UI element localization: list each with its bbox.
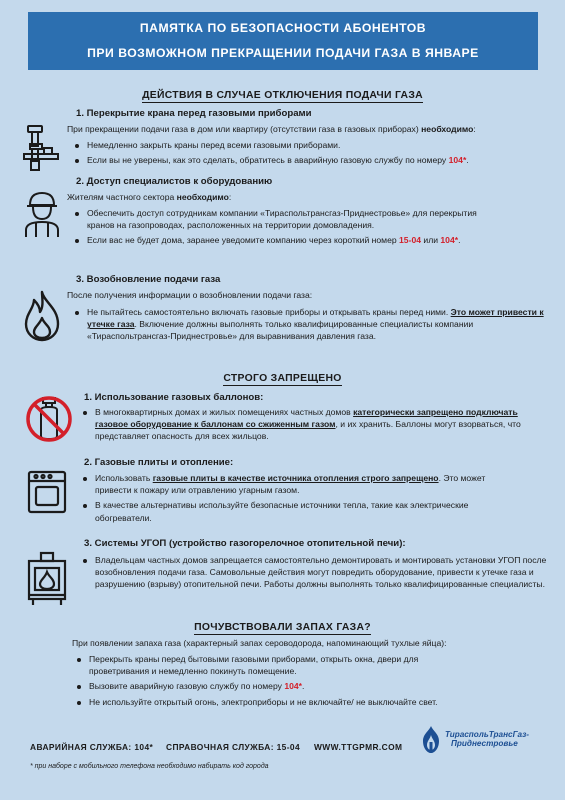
resume-list bbox=[74, 306, 544, 343]
section-title-gas-smell: ПОЧУВСТВОВАЛИ ЗАПАХ ГАЗА? bbox=[194, 622, 371, 633]
item-title-ugop: 3. Системы УГОП (устройство газогорелочное отопительной печи): bbox=[84, 538, 406, 549]
gas-smell-intro: При появлении запаха газа (характерный запах сероводорода, напоминающий тухлые яйца): bbox=[72, 638, 447, 648]
list-item: В качестве альтернативы используйте безопасные источники тепла, такие как электрические обогреватели. bbox=[82, 499, 502, 523]
resume-intro: После получения информации о возобновлении подачи газа: bbox=[67, 290, 313, 300]
company-logo-icon bbox=[420, 725, 442, 755]
ugop-list bbox=[82, 554, 548, 591]
item-title-access: 2. Доступ специалистов к оборудованию bbox=[76, 176, 273, 187]
no-gas-cylinder-icon bbox=[24, 394, 74, 444]
list-item: Вызовите аварийную газовую службу по номеру 104*. bbox=[76, 680, 466, 692]
list-item: В многоквартирных домах и жилых помещениях частных домов категорически запрещено подключать газовое оборудование к баллонам со сжиженным газом, и их хранить. Баллоны могут взорваться, что представляет опасность для всех жильцов. bbox=[82, 406, 542, 443]
worker-icon bbox=[22, 190, 62, 238]
list-item: Немедленно закрыть краны перед всеми газовыми приборами. bbox=[74, 139, 544, 151]
list-item: Владельцам частных домов запрещается самостоятельно демонтировать и монтировать установки УГОП после возобновления подачи газа. Самовольные действия могут повредить оборудование, привести к утечке газа и разрушению (взрыву) отопительной печи. Работы должны выполнять только квалифицированные специалисты. bbox=[82, 554, 548, 591]
emergency-service: АВАРИЙНАЯ СЛУЖБА: 104* bbox=[30, 742, 154, 752]
access-intro: Жителям частного сектора необходимо: bbox=[67, 192, 232, 202]
access-list bbox=[74, 207, 492, 247]
valve-intro: При прекращении подачи газа в дом или квартиру (отсутствии газа в газовых приборах) необходимо: bbox=[67, 124, 476, 134]
stoves-list bbox=[82, 472, 502, 524]
website-link[interactable]: WWW.TTGPMR.COM bbox=[314, 742, 403, 752]
company-logo bbox=[420, 725, 555, 755]
list-item: Использовать газовые плиты в качестве источника отопления строго запрещено. Это может привести к пожару или отравлению угарным газом. bbox=[82, 472, 502, 496]
list-item: Перекрыть краны перед бытовыми газовыми приборами, открыть окна, двери для проветривания и немедленно покинуть помещение. bbox=[76, 653, 466, 677]
header-line-1: ПАМЯТКА ПО БЕЗОПАСНОСТИ АБОНЕНТОВ bbox=[139, 21, 427, 36]
item-title-resume: 3. Возобновление подачи газа bbox=[76, 274, 221, 285]
item-title-valve: 1. Перекрытие крана перед газовыми приборами bbox=[76, 108, 312, 119]
gas-smell-list bbox=[76, 653, 466, 708]
valve-list bbox=[74, 139, 544, 166]
list-item: Если вы не уверены, как это сделать, обратитесь в аварийную газовую службу по номеру 104*. bbox=[74, 154, 544, 166]
item-title-stoves: 2. Газовые плиты и отопление: bbox=[84, 457, 234, 468]
cylinders-list bbox=[82, 406, 542, 443]
logo-line-2: Приднестровье bbox=[451, 739, 518, 749]
gas-valve-icon bbox=[22, 124, 60, 172]
header-banner bbox=[28, 12, 538, 70]
header-line-2: ПРИ ВОЗМОЖНОМ ПРЕКРАЩЕНИИ ПОДАЧИ ГАЗА В ЯНВАРЕ bbox=[87, 45, 479, 60]
gas-stove-icon bbox=[26, 470, 68, 514]
list-item: Не используйте открытый огонь, электроприборы и не включайте/ не выключайте свет. bbox=[76, 696, 466, 708]
heating-stove-icon bbox=[24, 551, 70, 607]
section-title-forbidden: СТРОГО ЗАПРЕЩЕНО bbox=[223, 373, 342, 384]
list-item: Обеспечить доступ сотрудникам компании «Тираспольтрансгаз-Приднестровье» для перекрытия кранов на газопроводах, расположенных на территории домовладения. bbox=[74, 207, 492, 231]
flame-icon bbox=[22, 290, 62, 342]
list-item: Не пытайтесь самостоятельно включать газовые приборы и открывать краны перед ними. Это может привести к утечке газа. Включение должны выполнять только квалифицированные специалисты компании «Тираспольтрансгаз-Приднестровье» для выравнивания давления газа. bbox=[74, 306, 544, 343]
section-title-actions: ДЕЙСТВИЯ В СЛУЧАЕ ОТКЛЮЧЕНИЯ ПОДАЧИ ГАЗА bbox=[142, 90, 423, 101]
footnote: * при наборе с мобильного телефона необходимо набирать код города bbox=[30, 763, 269, 770]
info-service: СПРАВОЧНАЯ СЛУЖБА: 15-04 bbox=[166, 742, 301, 752]
item-title-cylinders: 1. Использование газовых баллонов: bbox=[84, 392, 264, 403]
list-item: Если вас не будет дома, заранее уведомите компанию через короткий номер 15-04 или 104*. bbox=[74, 234, 492, 246]
logo-line-1: ТираспольТрансГаз- bbox=[445, 730, 529, 739]
